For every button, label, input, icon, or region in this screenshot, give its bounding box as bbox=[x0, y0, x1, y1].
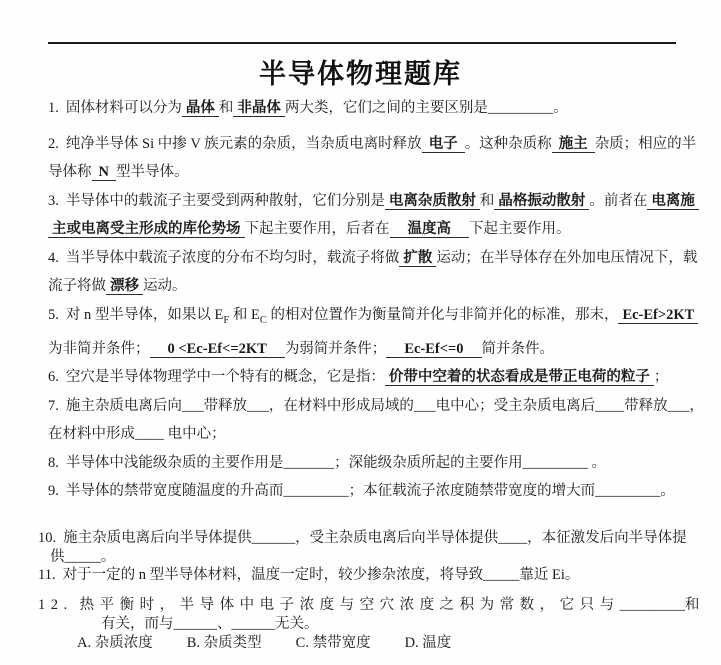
text-segment: 为非简并条件； bbox=[48, 340, 150, 357]
text-segment: 半导体的禁带宽度随温度的升高而 bbox=[65, 483, 284, 500]
answer-segment: 非晶体 bbox=[233, 100, 285, 117]
text-segment: 在材料中形成 bbox=[48, 426, 135, 443]
question-3 bbox=[48, 187, 695, 244]
blank-segment: ____ bbox=[595, 397, 625, 414]
question-line bbox=[48, 301, 695, 335]
text-segment: 供 bbox=[50, 548, 65, 565]
question-number: 7. bbox=[48, 397, 59, 414]
blank-segment: ____ bbox=[135, 426, 164, 443]
text-segment: 施主杂质电离后向 bbox=[65, 397, 182, 414]
question-number: 4. bbox=[48, 249, 59, 266]
question-line bbox=[48, 215, 695, 244]
text-segment: 为弱简并条件； bbox=[284, 340, 387, 357]
blank-segment: _______ bbox=[283, 454, 335, 471]
question-number: 8. bbox=[48, 454, 59, 471]
text-segment: 纯净半导体 Si 中掺 V 族元素的杂质，当杂质电离时释放 bbox=[65, 135, 422, 152]
answer-segment: 电离杂质散射 bbox=[385, 193, 480, 210]
answer-segment: 晶体 bbox=[182, 100, 219, 117]
question-line bbox=[48, 420, 695, 449]
text-segment: ，受主杂质电离后向半导体提供 bbox=[295, 529, 499, 546]
blank-segment: ___ bbox=[413, 397, 436, 414]
blank-segment: ____ bbox=[498, 529, 528, 546]
question-line bbox=[48, 449, 695, 478]
question-line bbox=[38, 634, 695, 653]
subscript-segment: F bbox=[223, 314, 230, 326]
question-number: 12. bbox=[38, 597, 73, 614]
question-number: 2. bbox=[48, 135, 59, 152]
answer-segment: 价带中空着的状态看成是带正电荷的粒子 bbox=[385, 369, 654, 386]
option-segment: C. 禁带宽度 bbox=[295, 634, 371, 651]
blank-segment: _________ bbox=[487, 100, 554, 116]
text-segment: 固体材料可以分为 bbox=[65, 100, 182, 116]
answer-segment: 0 <Ec-Ef<=2KT bbox=[150, 341, 285, 358]
option-segment: A. 杂质浓度 bbox=[77, 634, 153, 651]
question-line bbox=[48, 244, 698, 273]
text-segment: ； bbox=[653, 369, 669, 386]
question-4 bbox=[48, 244, 698, 301]
question-2 bbox=[48, 130, 695, 187]
question-line bbox=[48, 335, 695, 364]
question-12 bbox=[38, 596, 705, 652]
text-segment: 。前者在 bbox=[589, 192, 648, 209]
blank-segment: ___ bbox=[247, 397, 269, 414]
text-segment: 半导体中浅能级杂质的主要作用是 bbox=[65, 454, 284, 471]
text-segment: 带释放 bbox=[624, 397, 668, 414]
text-segment: 。这种杂质称 bbox=[464, 135, 552, 152]
answer-segment: 主或电离受主形成的库伦势场 bbox=[48, 221, 245, 238]
answer-segment: 施主 bbox=[552, 136, 595, 153]
text-segment: 型半导体。 bbox=[115, 164, 189, 180]
blank-segment: _________ bbox=[619, 597, 685, 614]
blank-segment: _____ bbox=[483, 567, 520, 584]
option-segment: B. 杂质类型 bbox=[186, 634, 262, 651]
text-segment: 空穴是半导体物理学中一个特有的概念，它是指： bbox=[65, 369, 385, 386]
text-segment: 。 bbox=[553, 100, 568, 116]
question-line bbox=[48, 130, 695, 159]
text-segment: 带释放 bbox=[203, 397, 248, 414]
question-number: 9. bbox=[48, 483, 59, 500]
question-9 bbox=[48, 477, 695, 506]
text-segment: 施主杂质电离后向半导体提供 bbox=[63, 529, 252, 546]
text-segment: 有关，而与 bbox=[101, 616, 174, 633]
text-segment: ，在材料中形成局域的 bbox=[268, 397, 414, 414]
text-segment: 、 bbox=[217, 616, 232, 633]
question-number: 11. bbox=[38, 567, 56, 584]
text-segment: ， bbox=[689, 397, 704, 414]
answer-segment: 电离施 bbox=[647, 193, 699, 210]
text-segment: 流子将做 bbox=[48, 278, 106, 294]
question-number: 10. bbox=[38, 529, 57, 546]
text-segment: 电中心；受主杂质电离后 bbox=[435, 397, 596, 414]
text-segment: 导体称 bbox=[48, 164, 92, 180]
page-title: 半导体物理题库 bbox=[259, 59, 462, 89]
question-line bbox=[38, 566, 695, 585]
text-segment: 。 bbox=[100, 548, 116, 565]
text-segment: 的相对位置作为衡量简并化与非简并化的标准，那末， bbox=[266, 306, 619, 323]
question-1 bbox=[48, 94, 695, 123]
questions bbox=[38, 94, 705, 653]
question-number: 5. bbox=[48, 306, 59, 323]
text-segment: 。 bbox=[587, 454, 606, 471]
text-segment: 无关。 bbox=[275, 616, 319, 633]
question-line bbox=[48, 392, 704, 421]
blank-segment: _________ bbox=[522, 454, 588, 471]
blank-segment: _________ bbox=[595, 483, 661, 500]
blank-segment: ______ bbox=[173, 616, 217, 633]
answer-segment: N bbox=[92, 164, 116, 181]
text-segment: 简并条件。 bbox=[481, 340, 555, 357]
text-segment: 下起主要作用，后者在 bbox=[244, 221, 390, 237]
question-line bbox=[48, 363, 695, 392]
answer-segment: Ec-Ef>2KT bbox=[618, 307, 698, 324]
text-segment: 两大类，它们之间的主要区别是 bbox=[284, 100, 488, 116]
text-segment: 和 bbox=[479, 192, 495, 209]
question-line bbox=[38, 548, 695, 567]
text-segment: ，本征激发后向半导体提 bbox=[527, 529, 687, 546]
text-segment: 杂质；相应的半 bbox=[594, 135, 697, 152]
answer-segment: 漂移 bbox=[106, 278, 143, 295]
text-segment: 运动。 bbox=[143, 278, 187, 294]
blank-segment: _________ bbox=[283, 483, 349, 500]
blank-segment: ___ bbox=[667, 397, 690, 414]
blank-segment: ___ bbox=[181, 397, 204, 414]
question-7 bbox=[48, 392, 704, 449]
text-segment: 。 bbox=[660, 483, 675, 500]
answer-segment: 电子 bbox=[422, 136, 465, 153]
question-line bbox=[48, 477, 695, 506]
text-segment: 半导体中的载流子主要受到两种散射，它们分别是 bbox=[65, 192, 385, 209]
question-line bbox=[48, 94, 695, 123]
question-line bbox=[38, 596, 705, 615]
question-10 bbox=[38, 529, 695, 567]
text-segment: 对 n 型半导体，如果以 E bbox=[65, 306, 224, 323]
header-divider bbox=[48, 42, 676, 44]
question-line bbox=[48, 158, 695, 187]
text-segment: 靠近 Ei。 bbox=[519, 567, 580, 584]
question-6 bbox=[48, 363, 695, 392]
text-segment: 和 bbox=[218, 100, 234, 116]
question-8 bbox=[48, 449, 695, 478]
text-segment: 下起主要作用。 bbox=[469, 221, 571, 237]
text-segment: 对于一定的 n 型半导体材料，温度一定时，较少掺杂浓度，将导致 bbox=[62, 567, 484, 584]
text-segment: 和 bbox=[684, 597, 705, 614]
question-number: 3. bbox=[48, 192, 59, 209]
question-11 bbox=[38, 566, 695, 585]
question-5 bbox=[48, 301, 695, 364]
question-line bbox=[38, 529, 695, 548]
blank-segment: ______ bbox=[231, 616, 275, 633]
text-segment: 运动；在半导体存在外加电压情况下，载 bbox=[436, 249, 698, 266]
text-segment: 热平衡时，半导体中电子浓度与空穴浓度之积为常数，它只与 bbox=[79, 597, 620, 614]
text-segment: ；深能级杂质所起的主要作用 bbox=[334, 454, 523, 471]
text-segment: D. 温度 bbox=[404, 634, 452, 651]
answer-segment: 温度高 bbox=[390, 221, 470, 238]
question-number: 1. bbox=[48, 100, 59, 116]
text-segment: 电中心； bbox=[164, 426, 226, 443]
answer-segment: 晶格振动散射 bbox=[494, 193, 589, 210]
question-number: 6. bbox=[48, 369, 59, 386]
question-line bbox=[38, 615, 695, 634]
question-line bbox=[48, 187, 695, 216]
blank-segment: _____ bbox=[64, 548, 101, 565]
question-line bbox=[48, 272, 695, 301]
subscript-segment: C bbox=[259, 314, 267, 326]
text-segment: 和 E bbox=[229, 306, 260, 323]
blank-segment: ______ bbox=[251, 529, 296, 546]
answer-segment: 扩散 bbox=[399, 250, 436, 267]
text-segment: 当半导体中载流子浓度的分布不均匀时，载流子将做 bbox=[65, 249, 400, 266]
text-segment: ；本征载流子浓度随禁带宽度的增大而 bbox=[348, 483, 596, 500]
answer-segment: Ec-Ef<=0 bbox=[386, 341, 481, 358]
